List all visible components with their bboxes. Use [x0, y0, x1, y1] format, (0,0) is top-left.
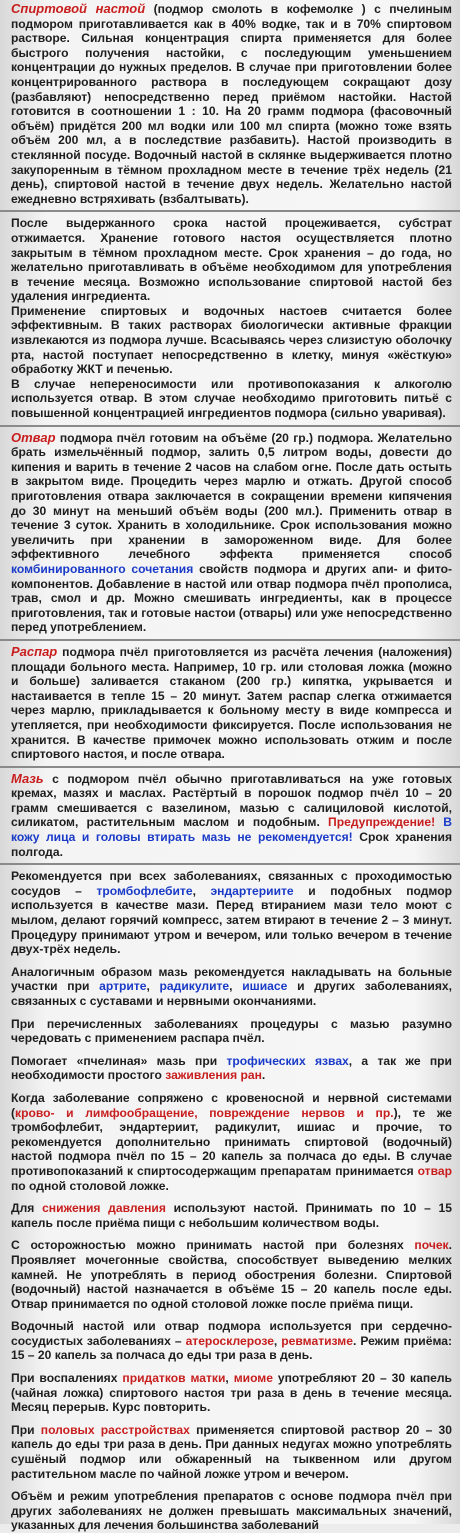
- highlighted-text: комбинированного сочетания: [11, 561, 194, 576]
- highlighted-text: атеросклерозе: [185, 1333, 274, 1348]
- highlighted-text: половых расстройствах: [40, 1422, 190, 1437]
- paragraph: [11, 1054, 452, 1083]
- paragraph: [11, 1238, 452, 1311]
- section-divider: [0, 863, 460, 865]
- paragraph: [11, 1319, 452, 1363]
- body-text: употребляют 20 – 30 капель (чайная ложка) спиртового настоя три раза в день в течение месяца. Месяц перерыв. Курс повторить.: [11, 1371, 452, 1415]
- highlighted-text: крово- и лимфообращение, повреждение нервов и пр.: [15, 1105, 394, 1120]
- paragraph: [11, 2, 452, 206]
- body-text: , а так же при необходимости простого: [11, 1053, 452, 1083]
- highlighted-text: ревматизме: [281, 1333, 353, 1348]
- body-text: ,: [192, 883, 211, 898]
- highlighted-text: ишиасе: [242, 979, 288, 994]
- body-text: с подмором пчёл обычно приготавливаться на уже готовых кремах, мазях и маслах. Растёртый в порошок подмор пчёл 10 – 20 грамм смешивается с вазелином, мазью с салициловой кислотой, силикатом, растительным маслом и подобным.: [11, 771, 452, 830]
- body-text: .: [261, 1068, 266, 1083]
- body-text: и других заболеваниях, связанных с суставами и нервными окончаниями.: [11, 979, 452, 1008]
- body-text: При воспалениях: [11, 1371, 123, 1386]
- section-divider: [0, 766, 460, 768]
- body-text: применяется спиртовой раствор 20 – 30 капель до еды три раза в день. При данных недугах можно употреблять сушёный подмор или обжаренный на тыквенном или другом растительном масле по чайной ложке утром и вечером.: [11, 1422, 452, 1481]
- highlighted-text: придатков матки: [122, 1371, 226, 1386]
- body-text: Когда заболевание сопряжено с кровеносной и нервной системами (: [11, 1090, 452, 1120]
- body-text: Аналогичным образом мазь рекомендуется накладывать на больные участки при: [11, 964, 452, 994]
- body-text: Для: [11, 1201, 43, 1216]
- body-text: При: [11, 1422, 41, 1437]
- highlighted-text: миоме: [233, 1371, 273, 1386]
- body-text: Водочный настой или отвар подмора используется при сердечно-сосудистых заболеваниях –: [11, 1319, 452, 1348]
- body-text: . Проявляет мочегонные свойства, способствует выведению мелких камней. Не употреблять в период обострения болезни. Спиртовой (водочный) настой назначается в объёме 15 – 20 капель после еды. Отвар принимается по одной столовой ложке после приёма пищи.: [11, 1238, 452, 1311]
- paragraph-gap: [11, 1230, 452, 1238]
- highlighted-text: трофических язвах: [226, 1053, 349, 1068]
- paragraph: [11, 1489, 452, 1533]
- paragraph: [11, 965, 452, 1009]
- body-text: и подобных подмор используется в качестве мази. Перед втиранием мази тело моют с мылом, делают горячий компресс, затем втирают в течение 2 – 3 минут. Процедуру принимают утром и вечером, или только вечером в течение двух-трёх недель.: [11, 883, 452, 957]
- body-text: ,: [229, 979, 243, 994]
- paragraph: [11, 216, 452, 304]
- section-ointment: [11, 772, 452, 860]
- body-text: Применение спиртовых и водочных настоев считается более эффективным. В таких растворах биологически активные фракции извлекаются из подмора лучше. Всасываясь через слизистую оболочку рта, настой поступает непосредственно в клетку, минуя «жёсткую» обработку ЖКТ и печенью.: [11, 303, 452, 377]
- body-text: свойств подмора и других апи- и фито- компонентов. Добавление в настой или отвар подмора пчёл прополиса, трав, смол и др. Можно смешивать ингредиенты, как в процессе приготовления, так и готовые настои (отвары) или уже непосредственно перед употреблением.: [11, 561, 452, 635]
- highlighted-text: артрите: [99, 979, 147, 994]
- highlighted-text: отвар: [417, 1163, 452, 1178]
- highlighted-text: почек: [414, 1238, 449, 1253]
- paragraph: [11, 1423, 452, 1481]
- section-divider: [0, 210, 460, 212]
- paragraph: [11, 431, 452, 635]
- paragraph: [11, 304, 452, 377]
- body-text: используют настой. Принимать по 10 – 15 капель после приёма пищи с небольшим количеством воды.: [11, 1201, 452, 1230]
- paragraph-gap: [11, 1363, 452, 1371]
- highlighted-text: Распар: [11, 643, 58, 659]
- body-text: После выдержанного срока настой процеживается, субстрат отжимается. Хранение готового настоя осуществляется плотно закрытым в тёмном прохладном месте. Срок хранения – до года, но желательно приготавливать в объёме необходимом для употребления в течение месяца. Возможно использование спиртовой настой без удаления ингредиента.: [11, 216, 452, 304]
- section-storage: [11, 216, 452, 420]
- paragraph: [11, 1371, 452, 1415]
- highlighted-text: Мазь: [11, 770, 44, 786]
- body-text: В случае непереносимости или противопоказания к алкоголю используется отвар. В этом случае необходимо приготовить питьё с повышенной концентрацией ингредиентов подмора (сильно уваривая).: [11, 376, 452, 421]
- body-text: ,: [225, 1371, 234, 1386]
- body-text: подмора пчёл приготовляется из расчёта лечения (наложения) площади больного места. Например, 10 гр. или столовая ложка (можно и больше) заливается стаканом (200 гр.) кипятка, укрывается и настаивается в тепле 15 – 20 минут. Затем распар слегка отжимается через марлю, прикладывается к больному месту в виде компресса и утепляется, при необходимости фиксируется. После использования не хранится. В качестве примочек можно использовать отжим и после спиртового настоя, и после отвара.: [11, 644, 452, 762]
- body-text: Помогает «пчелиная» мазь при: [11, 1053, 227, 1068]
- paragraph: [11, 869, 452, 957]
- highlighted-text: тромбофлебите: [96, 883, 193, 898]
- section-divider: [0, 425, 460, 427]
- body-text: При перечисленных заболеваниях процедуры с мазью разумно чередовать с применением распара пчёл.: [11, 1016, 452, 1046]
- section-divider: [0, 639, 460, 641]
- paragraph: [11, 1091, 452, 1193]
- paragraph-gap: [11, 1311, 452, 1319]
- section-steam: [11, 645, 452, 762]
- paragraph-gap: [11, 1481, 452, 1489]
- highlighted-text: заживления ран: [165, 1068, 262, 1083]
- section-decoction: [11, 431, 452, 635]
- paragraph: [11, 645, 452, 762]
- body-text: С осторожностью можно принимать настой при болезнях: [11, 1238, 415, 1253]
- body-text: по одной столовой ложке.: [11, 1178, 169, 1193]
- highlighted-text: Предупреждение!: [328, 815, 436, 830]
- paragraph-gap: [11, 1046, 452, 1054]
- highlighted-text: Спиртовой настой: [11, 1, 146, 16]
- paragraph-gap: [11, 1083, 452, 1091]
- highlighted-text: В кожу лица и головы втирать мазь не рекомендуется!: [11, 815, 452, 845]
- paragraph: [11, 377, 452, 421]
- body-text: ,: [273, 1333, 282, 1348]
- body-text: Срок хранения полгода.: [11, 830, 452, 859]
- body-text: подмора пчёл готовим на объёме (20 гр.) подмора. Желательно брать измельчённый подмор, залить 0,5 литром воды, довести до кипения и варить в течение 2 часов на слабом огне. После дать остыть в закрытом виде. Процедить через марлю и отжать. Другой способ приготовления отвара заключается в сокращении времени кипячения до 30 минут на меньший объём воды (200 мл.). Применить отвар в течение 3 суток. Хранить в холодильнике. Срок использования можно увеличить при хранении в замороженном виде. Для более эффективного лечебного эффекта применяется способ: [11, 430, 452, 562]
- highlighted-text: Отвар: [11, 429, 56, 445]
- highlighted-text: эндартериите: [210, 883, 294, 898]
- paragraph: [11, 772, 452, 860]
- body-text: (подмор смолоть в кофемолке ) с пчелиным подмором приготавливается как в 40% водке, так и в 70% спиртовом растворе. Сильная концентрация спирта применяется для более быстрого получения настойки, с последующим уменьшением концентрации до нужных пределов. В случае при приготовлении более концентрированного раствора в последующем сокращают дозу (разбавляют) непосредственно перед приёмом настойки. Настой готовится в соотношении 1 : 10. На 20 грамм подмора (фасовочный объём) придётся 200 мл водки или 100 мл спирта (можно тоже взять объём 200 мл, а в последствие разбавить). Настой производить в стеклянной посуде. Водочный настой в склянке выдерживается плотно закупоренным в тёмном прохладном месте в течение трёх недель (21 день), спиртовой настой в течение двух недель. Желательно настой ежедневно встряхивать (взбалтывать).: [11, 2, 452, 206]
- body-text: . Режим приёма: 15 – 20 капель за полчаса до еды три раза в день.: [11, 1333, 452, 1363]
- section-tincture: [11, 2, 452, 206]
- paragraph-gap: [11, 1009, 452, 1017]
- paragraph-gap: [11, 1193, 452, 1201]
- paragraph: [11, 1201, 452, 1230]
- paragraph-gap: [11, 957, 452, 965]
- body-text: Объём и режим употребления препаратов с основе подмора пчёл при других заболеваниях не должен превышать максимальных значений, указанных для лечения большинства заболеваний: [11, 1489, 452, 1533]
- body-text: ), те же тромбофлебит, эндартериит, радикулит, ишиас и прочие, то рекомендуется дополнительно принимать спиртовой (водочный) настой подмора пчёл по 15 – 20 капель за полчаса до еды. В случае противопоказаний к спиртосодержащим препаратам принимается: [11, 1105, 453, 1178]
- paragraph: [11, 1017, 452, 1046]
- body-text: Рекомендуется при всех заболеваниях, связанных с проходимостью сосудов –: [11, 869, 452, 898]
- highlighted-text: радикулите: [159, 979, 230, 994]
- highlighted-text: снижения давления: [42, 1201, 166, 1216]
- body-text: ,: [146, 979, 160, 994]
- paragraph-gap: [11, 1415, 452, 1423]
- section-indications: [11, 869, 452, 1533]
